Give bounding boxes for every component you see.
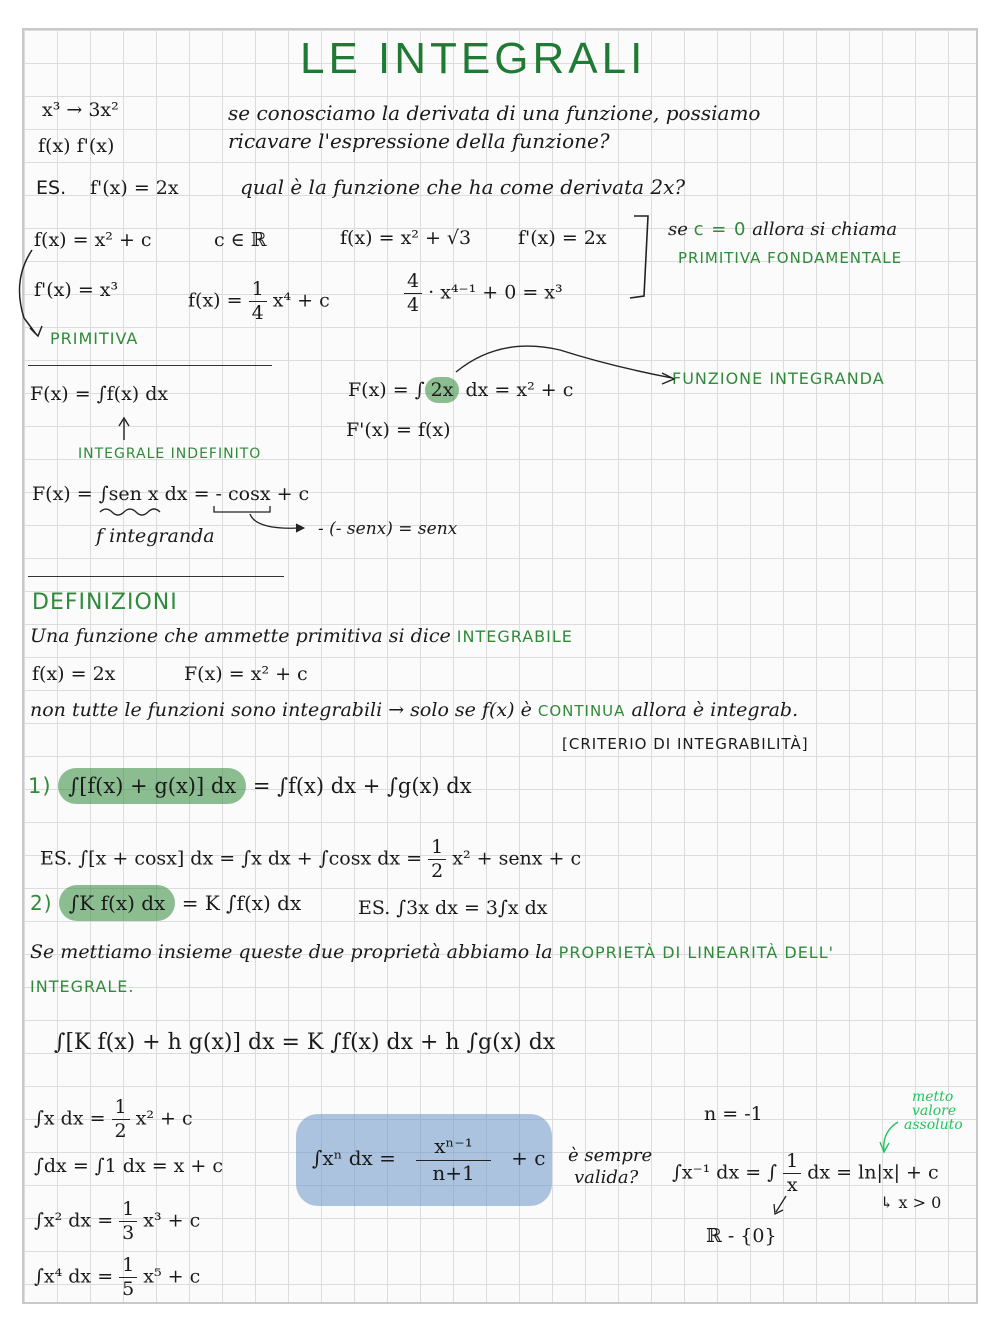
e1-num: 1 <box>112 1098 130 1120</box>
reciprocal-den: x <box>786 1174 798 1196</box>
side-note-suffix: allora si chiama <box>752 219 898 240</box>
reciprocal-integral <box>672 1152 939 1195</box>
e1-prefix: ∫x dx = <box>34 1107 106 1130</box>
prop1-es: ES. ∫[x + cosx] dx = ∫x dx + ∫cosx dx = <box>40 847 423 870</box>
linearity-prefix: Se mettiamo insieme queste due proprietà abbiamo la <box>30 941 553 963</box>
abs-note-line3: assoluto <box>904 1117 963 1133</box>
e4-num: 1 <box>119 1256 137 1278</box>
prop1-lhs-highlight: ∫[f(x) + g(x)] dx <box>58 768 246 804</box>
frac-num: 1 <box>249 280 267 302</box>
always-valid-line1: è sempre <box>568 1145 653 1166</box>
prop1-rhs: = ∫f(x) dx + ∫g(x) dx <box>252 774 472 798</box>
fx-suffix: x⁴ + c <box>272 289 330 312</box>
e3-frac <box>119 1200 137 1243</box>
integrabile-definition <box>30 626 573 648</box>
side-note-prefix: se <box>668 219 688 240</box>
prop2-rhs: = K ∫f(x) dx <box>181 891 302 915</box>
def-fx: f(x) = 2x <box>32 663 116 685</box>
abs-note-line1: metto <box>912 1089 954 1105</box>
indefinite-example <box>348 380 573 402</box>
e1-den: 2 <box>114 1120 127 1142</box>
reciprocal-prefix: ∫x⁻¹ dx = ∫ <box>672 1161 778 1184</box>
example-int-x <box>34 1098 193 1141</box>
page-title: LE INTEGRALI <box>300 34 647 83</box>
e3-den: 3 <box>122 1222 135 1244</box>
fx-sqrt-example: f(x) = x² + √3 <box>340 227 472 249</box>
reciprocal-frac <box>783 1152 801 1195</box>
reciprocal-num: 1 <box>783 1152 801 1174</box>
domain-reals-minus-zero: ℝ - {0} <box>706 1225 777 1247</box>
power-prefix: ∫xⁿ dx = <box>312 1146 396 1170</box>
continuity-suffix: allora è integrab. <box>631 699 799 721</box>
prop1-frac-num: 1 <box>428 838 446 860</box>
e1-suffix: x² + c <box>135 1107 193 1130</box>
fx-quarter-prefix <box>188 280 330 323</box>
power-rule <box>312 1136 545 1183</box>
fx-prefix: f(x) = <box>188 289 243 312</box>
prop2-lhs-highlight: ∫K f(x) dx <box>59 885 175 921</box>
reciprocal-suffix: dx = ln|x| + c <box>807 1161 939 1184</box>
fx-primitive: f(x) = x² + c <box>34 229 152 251</box>
e4-suffix: x⁵ + c <box>143 1265 201 1288</box>
check-den: 4 <box>407 294 420 316</box>
prop2-number: 2) <box>30 891 53 915</box>
integrand-highlight: 2x <box>425 377 460 403</box>
always-valid-line2: valida? <box>574 1167 639 1188</box>
integrabile-term: INTEGRABILE <box>456 627 573 646</box>
prop1-frac-den: 2 <box>431 860 444 882</box>
fprime-x3: f'(x) = x³ <box>34 279 119 301</box>
sen-integral-example: F(x) = ∫sen x dx = - cosx + c <box>32 483 310 505</box>
funzione-integranda-label: FUNZIONE INTEGRANDA <box>672 369 885 388</box>
linearity-formula: ∫[K f(x) + h g(x)] dx = K ∫f(x) dx + h ∫g(x) dx <box>54 1030 556 1055</box>
check-suffix: · x⁴⁻¹ + 0 = x³ <box>428 281 563 304</box>
f-integranda-label: f integranda <box>96 525 215 547</box>
n-equals-minus-one: n = -1 <box>704 1103 763 1125</box>
check-num: 4 <box>404 272 422 294</box>
continua-term: CONTINUA <box>537 702 626 720</box>
prop1-number: 1) <box>28 774 52 798</box>
property-1 <box>28 774 472 798</box>
integrale-indefinito-label: INTEGRALE INDEFINITO <box>78 446 262 462</box>
e3-suffix: x³ + c <box>143 1209 201 1232</box>
power-frac <box>416 1136 491 1183</box>
power-suffix: + c <box>511 1146 546 1170</box>
example-int-x2 <box>34 1200 200 1243</box>
e4-den: 5 <box>122 1278 135 1300</box>
intro-question-line2: ricavare l'espressione della funzione? <box>228 129 610 153</box>
indef-example-suffix: dx = x² + c <box>465 379 574 401</box>
es-question: qual è la funzione che ha come derivata 2x? <box>240 175 686 199</box>
side-note-line1 <box>668 220 897 241</box>
e1-frac <box>112 1098 130 1141</box>
power-num: xⁿ⁻¹ <box>416 1136 491 1161</box>
example-derivative-bottom: f(x) f'(x) <box>38 135 115 157</box>
primitiva-fondamentale: PRIMITIVA FONDAMENTALE <box>678 249 903 267</box>
power-den: n+1 <box>432 1161 475 1185</box>
Fprime-equals-f: F'(x) = f(x) <box>346 419 451 441</box>
prop2-example: ES. ∫3x dx = 3∫x dx <box>358 897 548 919</box>
integrabile-prefix: Una funzione che ammette primitiva si dice <box>30 625 451 647</box>
example-derivative-top: x³ → 3x² <box>42 99 119 121</box>
c-in-reals: c ∈ ℝ <box>214 229 267 251</box>
prop1-frac <box>428 838 446 881</box>
side-note-condition: c = 0 <box>693 219 747 240</box>
es-prefix: ES. <box>36 177 67 199</box>
definizioni-heading: DEFINIZIONI <box>32 590 178 615</box>
def-Fx: F(x) = x² + c <box>184 663 308 685</box>
fraction-four-fourths <box>404 272 422 315</box>
property-2 <box>30 892 301 915</box>
e3-num: 1 <box>119 1200 137 1222</box>
indefinite-integral-def: F(x) = ∫f(x) dx <box>30 383 169 405</box>
linearity-line1 <box>30 942 834 964</box>
sen-check: - (- senx) = senx <box>318 519 458 539</box>
intro-question-line1: se conosciamo la derivata di una funzione, possiamo <box>228 101 761 125</box>
e3-prefix: ∫x² dx = <box>34 1209 114 1232</box>
primitiva-label: PRIMITIVA <box>50 329 139 348</box>
example-int-x4 <box>34 1256 200 1299</box>
prop1-example <box>40 838 581 881</box>
fx-sqrt-derivative: f'(x) = 2x <box>518 227 607 249</box>
e4-prefix: ∫x⁴ dx = <box>34 1265 114 1288</box>
continuity-line <box>30 700 798 722</box>
criterio-integrabilita: [CRITERIO DI INTEGRABILITÀ] <box>562 735 809 753</box>
divider-1 <box>28 365 272 366</box>
x-positive-condition: ↳ x > 0 <box>880 1193 942 1212</box>
e4-frac <box>119 1256 137 1299</box>
indef-example-prefix: F(x) = ∫ <box>348 379 425 401</box>
frac-den: 4 <box>251 302 264 324</box>
example-int-dx: ∫dx = ∫1 dx = x + c <box>34 1155 224 1177</box>
prop1-es-suffix: x² + senx + c <box>452 847 582 870</box>
divider-2 <box>28 576 284 577</box>
continuity-prefix: non tutte le funzioni sono integrabili → solo se f(x) è <box>30 699 532 721</box>
es-derivative: f'(x) = 2x <box>90 177 179 199</box>
fraction-one-quarter <box>249 280 267 323</box>
check-derivative <box>404 272 563 315</box>
linearity-term: PROPRIETÀ DI LINEARITÀ DELL' <box>558 943 835 962</box>
linearity-line2: INTEGRALE. <box>30 977 135 996</box>
abs-note-line2: valore <box>912 1103 957 1119</box>
